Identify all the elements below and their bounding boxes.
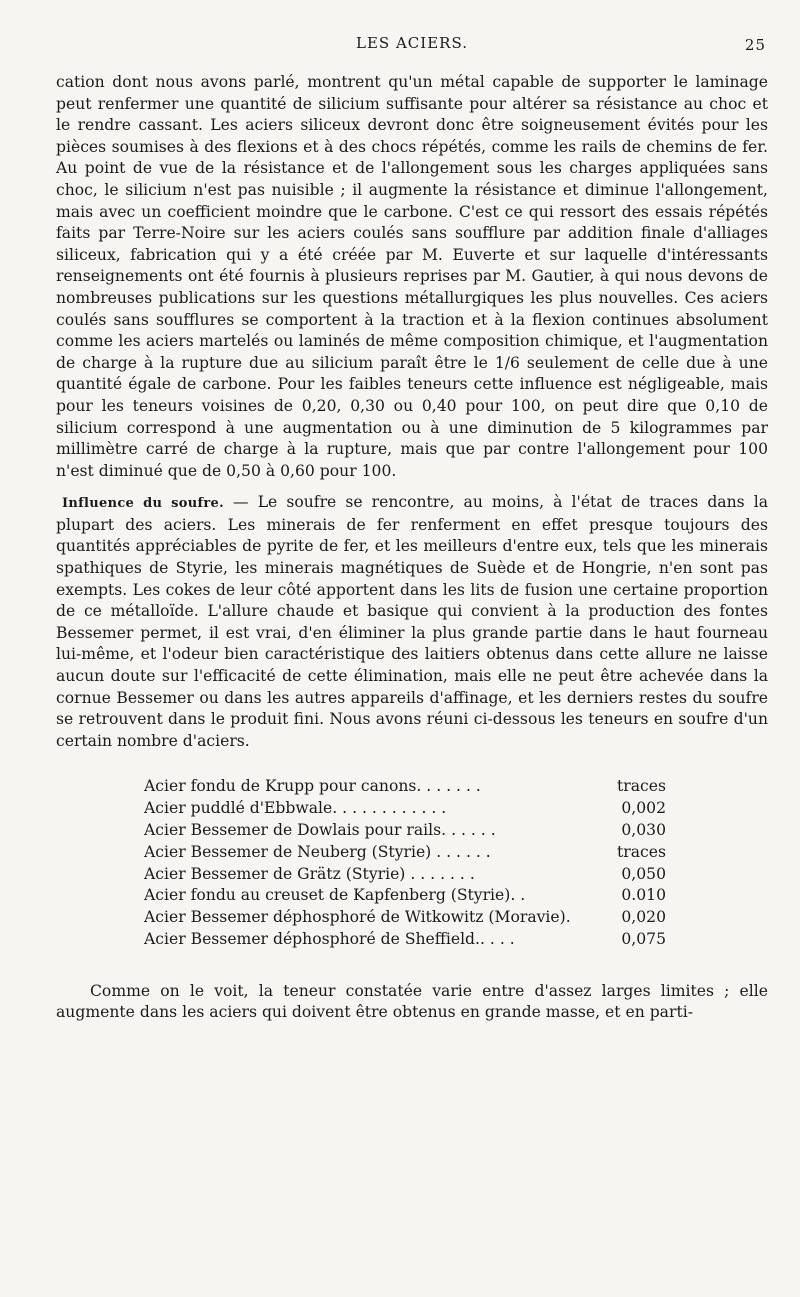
sulfur-value: 0,075 [621, 929, 666, 948]
steel-name: Acier Bessemer déphosphoré de Sheffield.. . . . [144, 929, 515, 948]
running-head: LES ACIERS. [356, 34, 468, 52]
sulfur-value: 0,020 [621, 908, 666, 927]
paragraph-sulfur [56, 492, 768, 752]
steel-name: Acier Bessemer de Dowlais pour rails. . . . . . [144, 821, 496, 839]
steel-name: Acier puddlé d'Ebbwale. . . . . . . . . . . . [144, 799, 447, 818]
book-page [56, 30, 768, 1024]
sulfur-value: traces [617, 842, 666, 861]
table-row [144, 842, 666, 864]
sulfur-value: 0,002 [621, 799, 666, 818]
section-heading-sulfur: Influence du soufre. [62, 496, 224, 512]
table-row [144, 907, 666, 929]
page-number: 25 [744, 36, 766, 54]
table-row [144, 820, 666, 842]
steel-name: Acier Bessemer de Neuberg (Styrie) . . . . . . [144, 842, 491, 861]
paragraph-sulfur-text: — Le soufre se rencontre, au moins, à l'état de traces dans la plupart des aciers. Les minerais de fer renferment en effet presque toujours des quantités appréciables de pyrite de fer, et les meilleurs d'entre eux, tels que les minerais spathiques de Styrie, les minerais magnétiques de Suède et de Hongrie, n'en sont pas exempts. Les cokes de leur côté apportent dans les lits de fusion une certaine proportion de ce métalloïde. L'allure chaude et basique qui convient à la production des fontes Bessemer permet, il est vrai, d'en éliminer la plus grande partie dans le haut fourneau lui-même, et l'odeur bien caractéristique des laitiers obtenus dans cette allure ne laisse aucun doute sur l'efficacité de cette élimination, mais elle ne peut être achevée dans la cornue Bessemer ou dans les autres appareils d'affinage, et les derniers restes du soufre se retrouvent dans le produit fini. Nous avons réuni ci-dessous les teneurs en soufre d'un certain nombre d'aciers. [56, 493, 769, 750]
table-row [144, 864, 666, 886]
table-row [144, 776, 666, 798]
sulfur-value: traces [617, 777, 666, 796]
steel-name: Acier Bessemer de Grätz (Styrie) . . . . . . . [144, 864, 475, 883]
steel-name: Acier Bessemer déphosphoré de Witkowitz (Moravie). [144, 908, 571, 927]
sulfur-value: 0,050 [621, 864, 666, 883]
paragraph-silicon: cation dont nous avons parlé, montrent qu'un métal capable de supporter le laminage peut renfermer une quantité de silicium suffisante pour altérer sa résistance au choc et le rendre cassant. Les aciers siliceux devront donc être soigneusement évités pour les pièces soumises à des flexions et à des chocs répétés, comme les rails de chemins de fer. Au point de vue de la résistance et de l'allongement sous les charges appliquées sans choc, le silicium n'est pas nuisible ; il augmente la résistance et diminue l'allongement, mais avec un coefficient moindre que le carbone. C'est ce qui ressort des essais répétés faits par Terre-Noire sur les aciers coulés sans soufflure par addition finale d'alliages siliceux, fabrication qui y a été créée par M. Euverte et sur laquelle d'intéressants renseignements ont été fournis à plusieurs reprises par M. Gautier, à qui nous devons de nombreuses publications sur les questions métallurgiques les plus nouvelles. Ces aciers coulés sans soufflures se comportent à la traction et à la flexion continues absolument comme les aciers martelés ou laminés de même composition chimique, et l'augmentation de charge à la rupture due au silicium paraît être le 1/6 seulement de celle due à une quantité égale de carbone. Pour les faibles teneurs cette influence est négligeable, mais pour les teneurs voisines de 0,20, 0,30 ou 0,40 pour 100, on peut dire que 0,10 de silicium correspond à une augmentation ou à une diminution de 5 kilogrammes par millimètre carré de charge à la rupture, mais que par contre l'allongement pour 100 n'est diminué que de 0,50 à 0,60 pour 100. [56, 73, 768, 480]
sulfur-value: 0.010 [621, 886, 666, 905]
page-header [56, 30, 768, 58]
table-row [144, 929, 666, 951]
steel-name: Acier fondu au creuset de Kapfenberg (Styrie). . [144, 886, 526, 905]
paragraph-conclusion: Comme on le voit, la teneur constatée varie entre d'assez larges limites ; elle augmente dans les aciers qui doivent être obtenus en grande masse, et en parti- [56, 981, 768, 1022]
sulfur-content-table [144, 776, 666, 950]
table-row [144, 798, 666, 820]
sulfur-value: 0,030 [621, 821, 666, 839]
steel-name: Acier fondu de Krupp pour canons. . . . . . . [144, 777, 481, 796]
table-row [144, 885, 666, 907]
